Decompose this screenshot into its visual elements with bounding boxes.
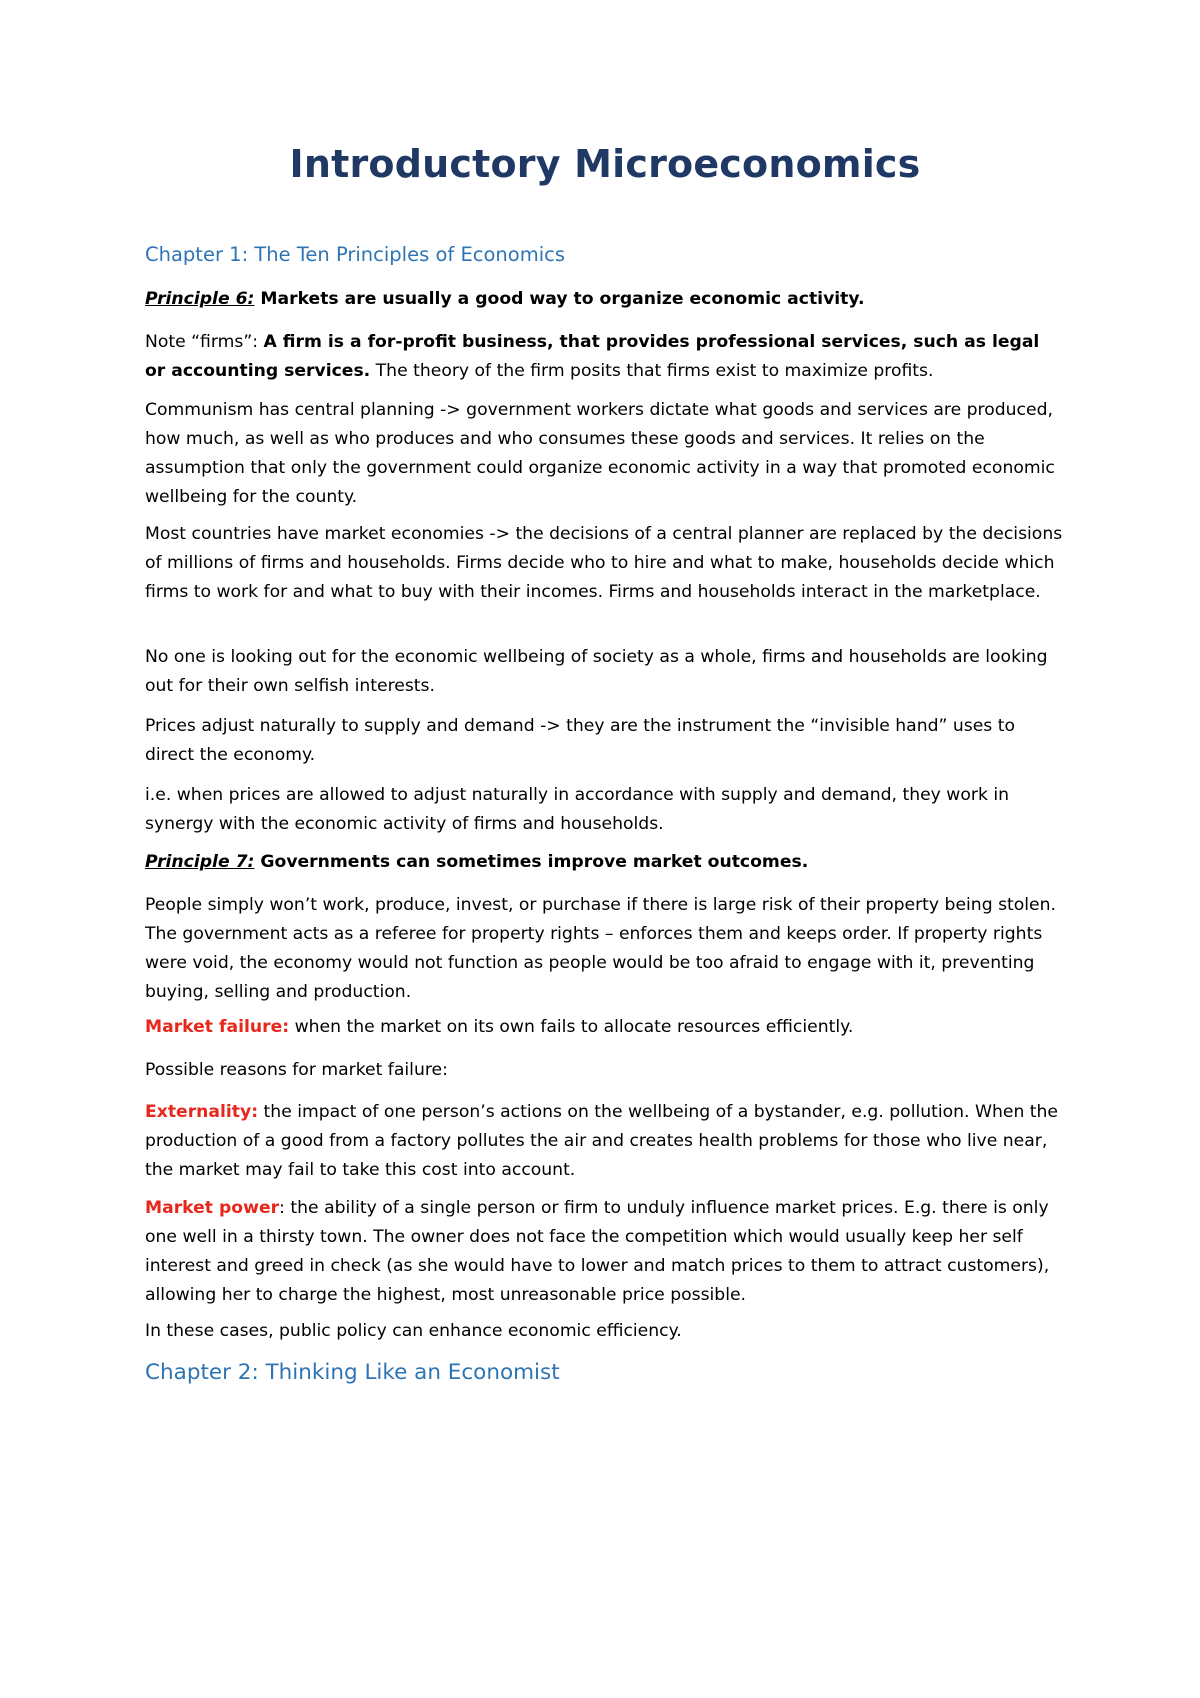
- paragraph-possible-reasons: Possible reasons for market failure:: [145, 1060, 448, 1080]
- principle-6: [145, 285, 1065, 314]
- note-firms-prefix: Note “firms”:: [145, 332, 264, 352]
- paragraph-no-one-looking-out: No one is looking out for the economic wellbeing of society as a whole, firms and households are looking out for their own selfish interests.: [145, 647, 1048, 696]
- principle-7-label: Principle 7:: [145, 852, 255, 872]
- paragraph-ie: i.e. when prices are allowed to adjust naturally in accordance with supply and demand, they work in synergy with the economic activity of firms and households.: [145, 785, 1010, 834]
- note-firms-definition: A firm is a for-profit business, that provides professional services, such as legal or accounting services.: [145, 332, 1040, 381]
- principle-6-text: Markets are usually a good way to organize economic activity.: [254, 289, 865, 309]
- externality-definition: [145, 1098, 1065, 1185]
- market-power-term: Market power: [145, 1198, 280, 1218]
- paragraph-public-policy: In these cases, public policy can enhance economic efficiency.: [145, 1321, 682, 1341]
- market-failure-definition: [145, 1013, 1065, 1042]
- market-failure-term: Market failure:: [145, 1017, 290, 1037]
- chapter-1-heading-title: The Ten Principles of Economics: [248, 243, 566, 266]
- market-power-definition: [145, 1194, 1065, 1310]
- paragraph-communism: Communism has central planning -> government workers dictate what goods and services are produced, how much, as well as who produces and who consumes these goods and services. It relies on the assumption that only the government could organize economic activity in a way that promoted economic wellbeing for the county.: [145, 400, 1055, 507]
- chapter-2-heading: Chapter 2: Thinking Like an Economist: [145, 1360, 560, 1385]
- chapter-1-heading: [145, 243, 565, 266]
- document-title: Introductory Microeconomics: [289, 142, 921, 186]
- market-power-colon: :: [279, 1198, 285, 1218]
- market-failure-text: when the market on its own fails to allocate resources efficiently.: [289, 1017, 854, 1037]
- principle-6-label: Principle 6:: [145, 289, 255, 309]
- paragraph-property-rights: People simply won’t work, produce, invest, or purchase if there is large risk of their property being stolen. The government acts as a referee for property rights – enforces them and keeps order. If property rights were void, the economy would not function as people would be too afraid to engage with it, preventing buying, selling and production.: [145, 895, 1056, 1002]
- externality-text: the impact of one person’s actions on the wellbeing of a bystander, e.g. pollution. When the production of a good from a factory pollutes the air and creates health problems for those who live near, the market may fail to take this cost into account.: [145, 1102, 1059, 1180]
- note-firms: [145, 328, 1065, 386]
- note-firms-rest: The theory of the firm posits that firms exist to maximize profits.: [370, 361, 934, 381]
- paragraph-prices-adjust: Prices adjust naturally to supply and demand -> they are the instrument the “invisible hand” uses to direct the economy.: [145, 716, 1015, 765]
- principle-7-text: Governments can sometimes improve market outcomes.: [254, 852, 809, 872]
- externality-term: Externality:: [145, 1102, 259, 1122]
- principle-7: [145, 848, 1065, 877]
- chapter-1-heading-prefix: Chapter 1:: [145, 243, 249, 266]
- paragraph-market-economies: Most countries have market economies -> the decisions of a central planner are replaced by the decisions of millions of firms and households. Firms decide who to hire and what to make, households decide which firms to work for and what to buy with their incomes. Firms and households interact in the marketplace.: [145, 524, 1063, 602]
- market-power-text: the ability of a single person or firm to unduly influence market prices. E.g. there is only one well in a thirsty town. The owner does not face the competition which would usually keep her self interest and greed in check (as she would have to lower and match prices to them to attract customers), allowing her to charge the highest, most unreasonable price possible.: [145, 1198, 1050, 1305]
